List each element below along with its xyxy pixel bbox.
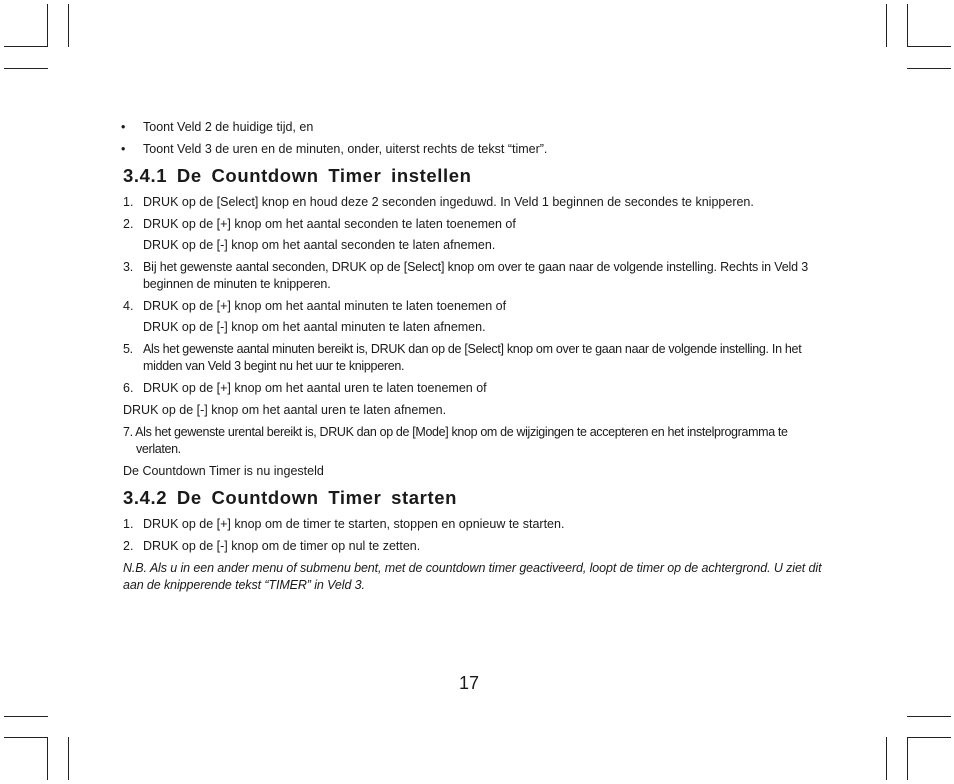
step-number: 4.	[123, 299, 134, 313]
crop-mark-bottom-left-h2	[4, 737, 48, 738]
step-item	[123, 380, 823, 397]
step-item	[123, 259, 823, 293]
crop-mark-top-right-h	[907, 46, 951, 47]
step-item	[123, 194, 823, 211]
crop-mark-top-left-h2	[4, 68, 48, 69]
section-heading-instellen: 3.4.1 De Countdown Timer instellen	[123, 165, 472, 186]
bullet-item	[123, 141, 823, 158]
crop-mark-bottom-left-h	[4, 716, 48, 717]
bullet-marker: •	[121, 120, 126, 134]
crop-mark-top-left-h	[4, 46, 48, 47]
crop-mark-top-right-v	[907, 4, 908, 47]
step-text: DRUK op de [+] knop om het aantal seconden te laten toenemen of	[143, 217, 516, 231]
crop-mark-bottom-left-v2	[68, 737, 69, 780]
step-text: DRUK op de [+] knop om de timer te starten, stoppen en opnieuw te starten.	[143, 517, 565, 531]
closing-text: De Countdown Timer is nu ingesteld	[123, 464, 324, 478]
crop-mark-bottom-left-v	[47, 737, 48, 780]
step-item	[123, 298, 823, 315]
step-number: 2.	[123, 539, 134, 553]
page-content	[123, 119, 823, 594]
step-number: 3.	[123, 260, 134, 274]
step-text: DRUK op de [-] knop om de timer op nul te zetten.	[143, 539, 421, 553]
step-item	[123, 538, 823, 555]
step-number: 2.	[123, 217, 134, 231]
page-number: 17	[459, 673, 480, 693]
crop-mark-bottom-right-v	[907, 737, 908, 780]
step-text: DRUK op de [Select] knop en houd deze 2 seconden ingeduwd. In Veld 1 beginnen de secondes te knipperen.	[143, 195, 754, 209]
crop-mark-top-right-h2	[907, 68, 951, 69]
step-item-7: 7. Als het gewenste urental bereikt is, DRUK dan op de [Mode] knop om de wijzigingen te accepteren en het instelprogramma te verlaten.	[123, 425, 788, 456]
bullet-text: Toont Veld 3 de uren en de minuten, onder, uiterst rechts de tekst “timer”.	[143, 142, 548, 156]
crop-mark-top-left-v	[47, 4, 48, 47]
step-text: DRUK op de [+] knop om het aantal uren te laten toenemen of	[143, 381, 487, 395]
bullet-marker: •	[121, 142, 126, 156]
bullet-item	[123, 119, 823, 136]
step-number: 1.	[123, 517, 134, 531]
step-item	[123, 341, 823, 375]
step-item	[123, 216, 823, 233]
step-number: 5.	[123, 342, 133, 356]
step-number: 1.	[123, 195, 134, 209]
step-text-continued: DRUK op de [-] knop om het aantal uren te laten afnemen.	[123, 403, 447, 417]
section-heading-starten: 3.4.2 De Countdown Timer starten	[123, 487, 457, 508]
note-text: N.B. Als u in een ander menu of submenu bent, met de countdown timer geactiveerd, loopt de timer op de achtergrond. U ziet dit aan de knipperende tekst “TIMER” in Veld 3.	[123, 561, 822, 592]
step-text: DRUK op de [+] knop om het aantal minuten te laten toenemen of	[143, 299, 507, 313]
crop-mark-top-left-v2	[68, 4, 69, 47]
step-text: Bij het gewenste aantal seconden, DRUK op de [Select] knop om over te gaan naar de volgende instelling. Rechts in Veld 3 beginnen de minuten te knipperen.	[143, 260, 809, 291]
step-item	[123, 516, 823, 533]
crop-mark-bottom-right-h2	[907, 737, 951, 738]
crop-mark-top-right-v2	[886, 4, 887, 47]
step-number: 6.	[123, 381, 134, 395]
step-text: Als het gewenste aantal minuten bereikt is, DRUK dan op de [Select] knop om over te gaan naar de volgende instelling. In het midden van Veld 3 begint nu het uur te knipperen.	[143, 342, 802, 373]
bullet-text: Toont Veld 2 de huidige tijd, en	[143, 120, 314, 134]
crop-mark-bottom-right-v2	[886, 737, 887, 780]
step-text-continued: DRUK op de [-] knop om het aantal seconden te laten afnemen.	[143, 238, 496, 252]
crop-mark-bottom-right-h	[907, 716, 951, 717]
step-text-continued: DRUK op de [-] knop om het aantal minuten te laten afnemen.	[143, 320, 486, 334]
